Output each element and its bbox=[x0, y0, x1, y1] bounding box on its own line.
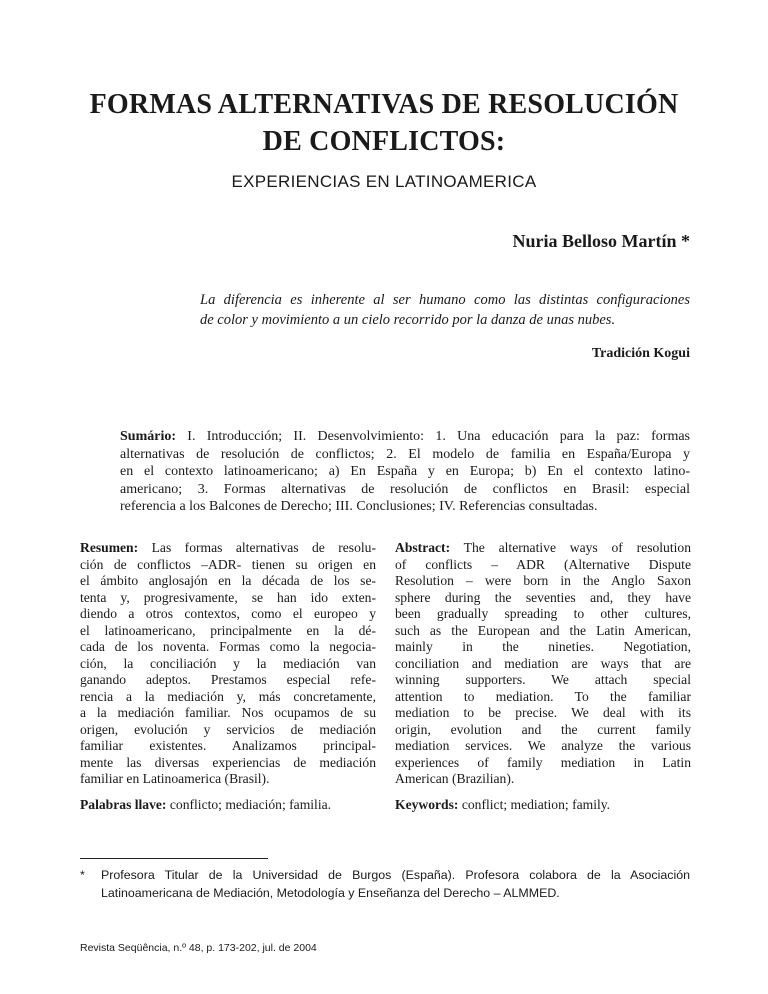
abstract-line: experiences of family mediation in Latin bbox=[395, 754, 691, 770]
resumen-line: el ámbito anglosajón en la década de los se- bbox=[80, 573, 376, 588]
abstract-line: sphere during the seventies and, they have bbox=[395, 589, 691, 605]
article-title bbox=[0, 86, 768, 160]
abstract-column bbox=[395, 540, 691, 788]
footnote-line: Latinoamericana de Mediación, Metodología y Enseñanza del Derecho – ALMMED. bbox=[101, 886, 560, 900]
epigraph bbox=[200, 290, 690, 330]
summary bbox=[120, 428, 690, 516]
footnote-divider bbox=[80, 858, 268, 859]
resumen-line: origen, evolución y servicios de mediación bbox=[80, 721, 376, 737]
epigraph-source: Tradición Kogui bbox=[591, 346, 690, 361]
resumen-line: ción de conflictos –ADR- tienen su origen en bbox=[80, 556, 376, 572]
abstract-line: of conflicts – ADR (Alternative Dispute bbox=[395, 556, 691, 572]
summary-label: Sumário: bbox=[120, 429, 176, 444]
abstract-line bbox=[395, 540, 691, 557]
author-name: Nuria Belloso Martín * bbox=[512, 231, 690, 251]
abstract-label: Abstract: bbox=[395, 540, 451, 555]
summary-line: en el contexto latinoamericano; a) En España y en Europa; b) En el contexto latino- bbox=[120, 464, 690, 479]
abstract-line: been gradually spreading to other cultures, bbox=[395, 606, 691, 621]
keywords-label: Palabras llave: bbox=[80, 797, 167, 812]
summary-line bbox=[120, 428, 690, 446]
abstract-line: winning supporters. We attach special bbox=[395, 672, 691, 687]
resumen-line: familiar en Latinoamerica (Brasil). bbox=[80, 771, 270, 786]
keywords-text: conflicto; mediación; familia. bbox=[166, 797, 332, 812]
resumen-line: familiar existentes. Analizamos principal- bbox=[80, 738, 376, 753]
resumen-label: Resumen: bbox=[80, 540, 139, 555]
keywords bbox=[395, 797, 691, 814]
epigraph-line: de color y movimiento a un cielo recorrido por la danza de unas nubes. bbox=[200, 312, 616, 328]
abstract-text: The alternative ways of resolution bbox=[450, 540, 691, 555]
abstract-line: attention to mediation. To the familiar bbox=[395, 688, 691, 704]
resumen-line: a la mediación familiar. Nos ocupamos de su bbox=[80, 705, 376, 720]
title-line-1: FORMAS ALTERNATIVAS DE RESOLUCIÓN bbox=[89, 89, 679, 120]
keywords-text: conflict; mediation; family. bbox=[458, 797, 611, 812]
resumen-line: tenta y, progresivamente, se han ido exten- bbox=[80, 589, 376, 605]
palabras-llave bbox=[80, 797, 376, 814]
resumen-line: el latinoamericano, principalmente en la dé- bbox=[80, 622, 376, 638]
resumen-line: ganando adeptos. Prestamos especial refe- bbox=[80, 672, 376, 687]
summary-line: referencia a los Balcones de Derecho; III. Conclusiones; IV. Referencias consultadas. bbox=[120, 499, 598, 514]
resumen-line: rencia a la mediación y, más concretamente, bbox=[80, 688, 376, 704]
resumen-column bbox=[80, 540, 376, 788]
journal-footer: Revista Seqüência, n.º 48, p. 173-202, jul. de 2004 bbox=[80, 942, 317, 954]
abstract-line: origin, evolution and the current family bbox=[395, 721, 691, 737]
article-subtitle: EXPERIENCIAS EN LATINOAMERICA bbox=[231, 172, 537, 191]
resumen-line: cada de los noventa. Formas como la negocia- bbox=[80, 639, 376, 654]
footnote bbox=[80, 866, 690, 902]
epigraph-line: La diferencia es inherente al ser humano como las distintas configuraciones bbox=[200, 292, 690, 308]
abstract-line: such as the European and the Latin American, bbox=[395, 622, 691, 638]
abstract-line: mediation to be precise. We deal with its bbox=[395, 705, 691, 720]
resumen-line bbox=[80, 540, 376, 557]
summary-line: alternativas de resolución de conflictos; 2. El modelo de familia en España/Europa y bbox=[120, 446, 690, 462]
abstract-line: American (Brazilian). bbox=[395, 771, 515, 786]
title-line-2: DE CONFLICTOS: bbox=[262, 126, 506, 157]
abstract-line: conciliation and mediation are ways that are bbox=[395, 655, 691, 671]
summary-line: americano; 3. Formas alternativas de resolución de conflictos en Brasil: especial bbox=[120, 481, 690, 497]
resumen-text: Las formas alternativas de resolu- bbox=[138, 540, 376, 555]
resumen-line: diendo a otros contextos, como el europeo y bbox=[80, 606, 376, 621]
summary-text: I. Introducción; II. Desenvolvimiento: 1. Una educación para la paz: formas bbox=[176, 429, 690, 444]
abstract-line: Resolution – were born in the Anglo Saxon bbox=[395, 573, 691, 588]
footnote-marker: * bbox=[80, 868, 85, 882]
resumen-line: ción, la conciliación y la mediación van bbox=[80, 655, 376, 671]
resumen-line: mente las diversas experiencias de mediación bbox=[80, 754, 376, 770]
abstract-line: mainly in the nineties. Negotiation, bbox=[395, 639, 691, 654]
abstract-line: mediation services. We analyze the various bbox=[395, 738, 691, 753]
keywords-label: Keywords: bbox=[395, 797, 459, 812]
footnote-line: Profesora Titular de la Universidad de Burgos (España). Profesora colabora de la Asociación bbox=[101, 868, 690, 882]
